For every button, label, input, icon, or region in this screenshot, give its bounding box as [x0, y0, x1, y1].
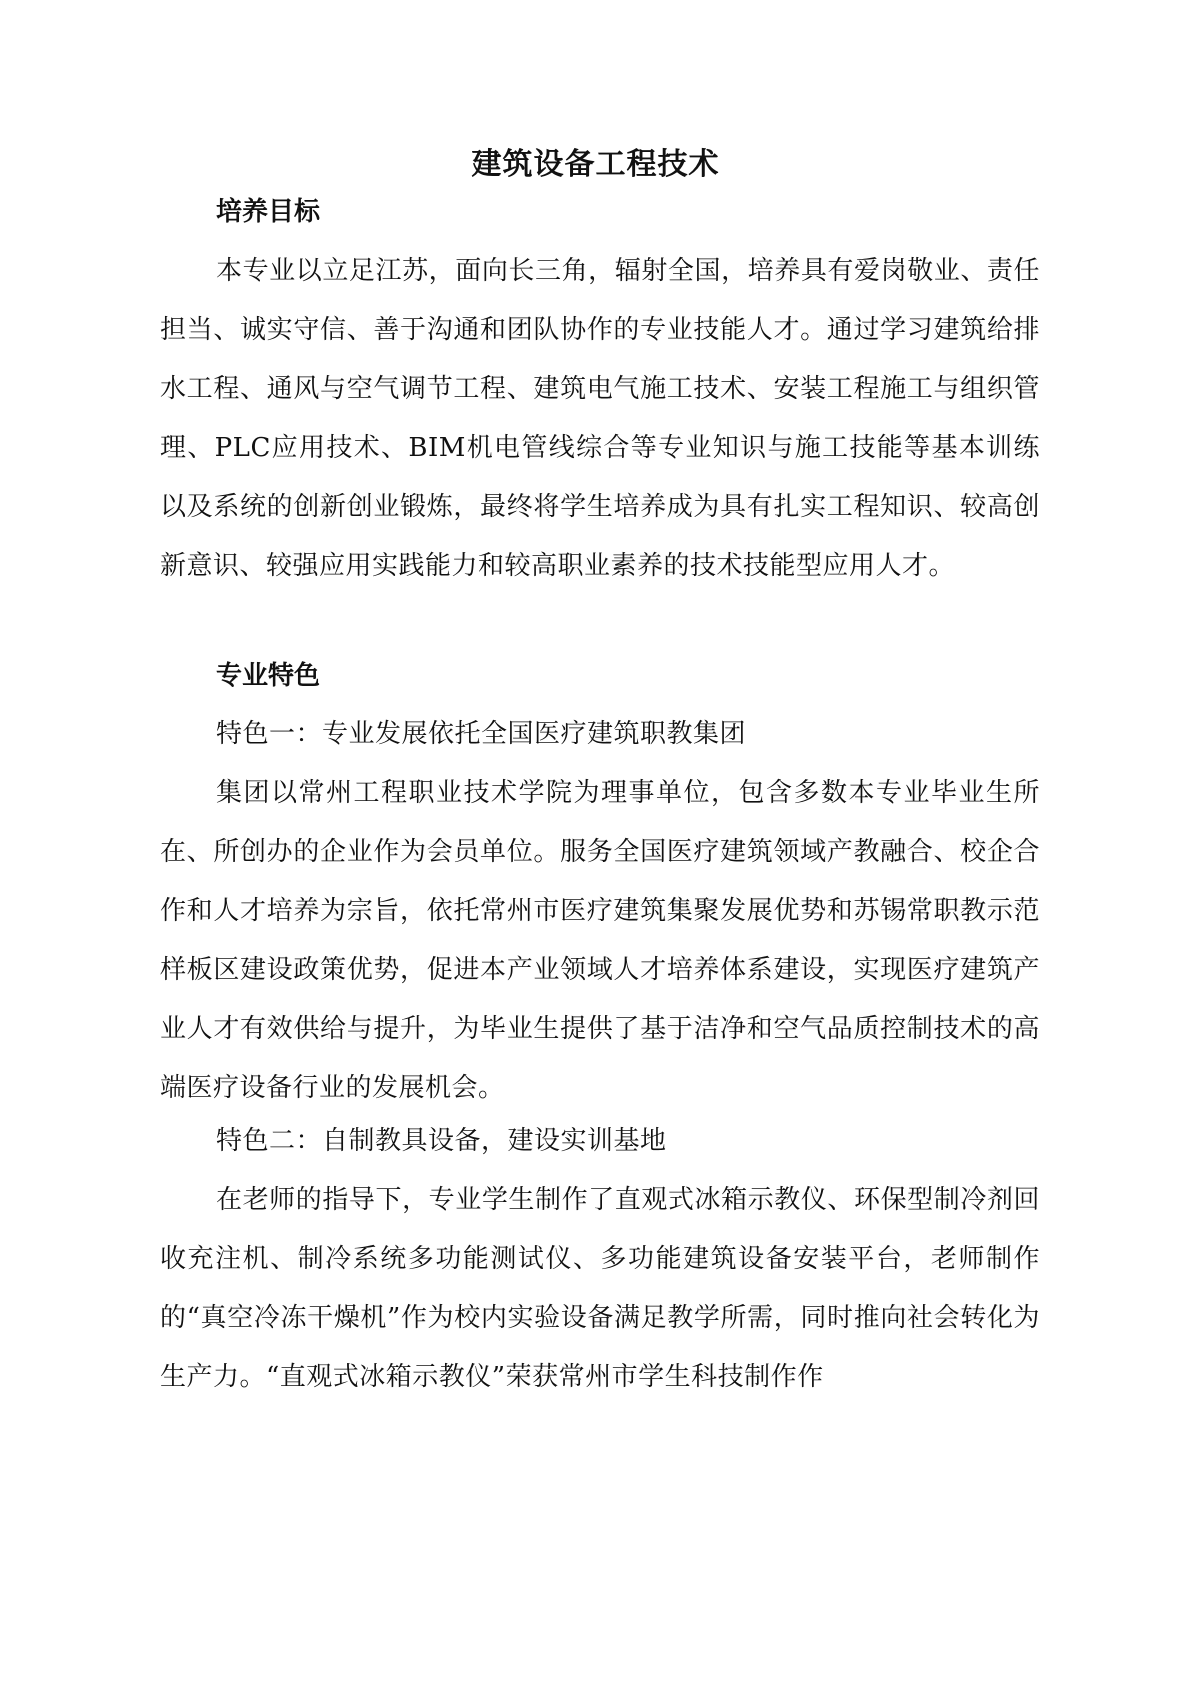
- feature-one-subheading: 特色一：专业发展依托全国医疗建筑职教集团: [216, 719, 747, 749]
- section-heading-training-goals: 培养目标: [216, 197, 321, 227]
- paragraph-training-goals: 本专业以立足江苏，面向长三角，辐射全国，培养具有爱岗敬业、责任担当、诚实守信、善于沟通和团队协作的专业技能人才。通过学习建筑给排水工程、通风与空气调节工程、建筑电气施工技术、安装工程施工与组织管理、PLC应用技术、BIM机电管线综合等专业知识与施工技能等基本训练以及系统的创新创业锻炼，最终将学生培养成为具有扎实工程知识、较高创新意识、较强应用实践能力和较高职业素养的技术技能型应用人才。: [160, 256, 1040, 581]
- paragraph-feature-two: 在老师的指导下，专业学生制作了直观式冰箱示教仪、环保型制冷剂回收充注机、制冷系统多功能测试仪、多功能建筑设备安装平台，老师制作的“真空冷冻干燥机”作为校内实验设备满足教学所需，同时推向社会转化为生产力。“直观式冰箱示教仪”荣获常州市学生科技制作作: [160, 1185, 1040, 1392]
- feature-two-subheading: 特色二：自制教具设备，建设实训基地: [216, 1126, 667, 1156]
- paragraph-feature-one: 集团以常州工程职业技术学院为理事单位，包含多数本专业毕业生所在、所创办的企业作为会员单位。服务全国医疗建筑领域产教融合、校企合作和人才培养为宗旨，依托常州市医疗建筑集聚发展优势和苏锡常职教示范样板区建设政策优势，促进本产业领域人才培养体系建设，实现医疗建筑产业人才有效供给与提升，为毕业生提供了基于洁净和空气品质控制技术的高端医疗设备行业的发展机会。: [160, 778, 1040, 1103]
- document-title: 建筑设备工程技术: [471, 147, 720, 182]
- section-heading-program-features: 专业特色: [216, 661, 321, 691]
